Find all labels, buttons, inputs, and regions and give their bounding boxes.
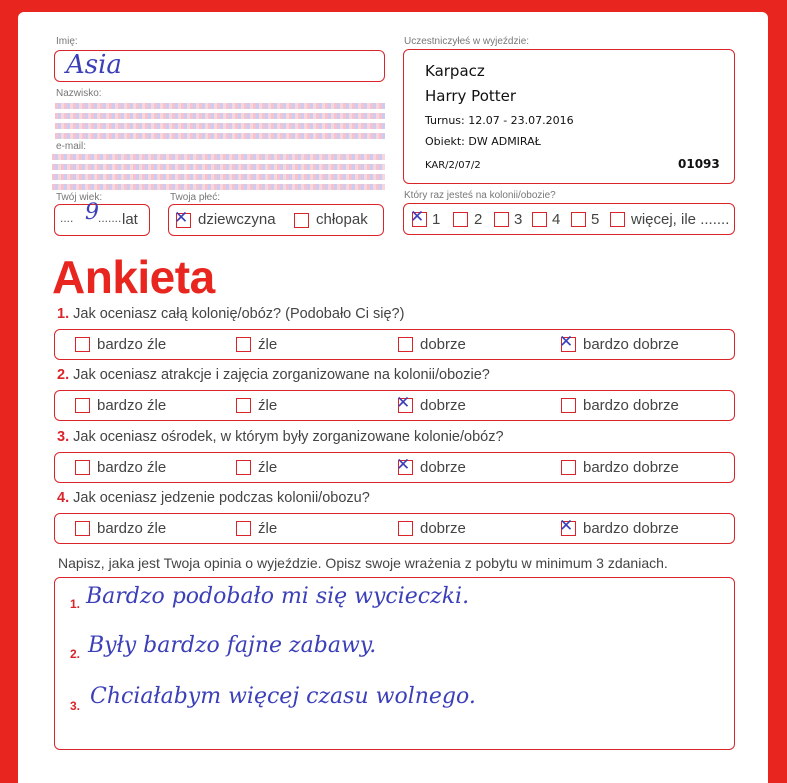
times-3-label: 3 [514, 211, 523, 228]
question-3-option-3-label: dobrze [420, 459, 466, 476]
times-more-checkbox[interactable] [610, 212, 625, 227]
opinion-line-2-number: 2. [70, 647, 81, 661]
times-4-label: 4 [552, 211, 561, 228]
times-1-label: 1 [432, 211, 441, 228]
name-label: Imię: [56, 36, 78, 47]
question-2-option-2-label: źle [258, 397, 278, 414]
times-2-checkbox[interactable] [453, 212, 468, 227]
age-label: Twój wiek: [56, 192, 103, 203]
question-4-option-3-label: dobrze [420, 520, 466, 537]
times-5-label: 5 [591, 211, 600, 228]
question-4-option-4-label: bardzo dobrze [583, 520, 679, 537]
question-3-option-2-label: źle [258, 459, 278, 476]
times-3-checkbox[interactable] [494, 212, 509, 227]
question-2-option-4-label: bardzo dobrze [583, 397, 679, 414]
surname-label: Nazwisko: [56, 88, 102, 99]
question-1-option-4-label: bardzo dobrze [583, 336, 679, 353]
trip-obiekt: Obiekt: DW ADMIRAŁ [425, 135, 541, 148]
question-2-option-3-label: dobrze [420, 397, 466, 414]
question-2-number: 2. [57, 367, 70, 383]
question-3-label: Jak oceniasz ośrodek, w którym były zorganizowane kolonie/obóz? [73, 429, 504, 445]
question-4-option-1-label: bardzo źle [97, 520, 167, 537]
question-4-text [57, 490, 370, 506]
times-2-label: 2 [474, 211, 483, 228]
question-1-label: Jak oceniasz całą kolonię/obóz? (Podobało Ci się?) [73, 306, 405, 322]
question-1-number: 1. [57, 306, 70, 322]
question-2-label: Jak oceniasz atrakcje i zajęcia zorganizowane na kolonii/obozie? [73, 367, 490, 383]
opinion-answer-1: Bardzo podobało mi się wycieczki. [86, 584, 470, 609]
trip-place: Karpacz [425, 62, 485, 80]
gender-girl-label: dziewczyna [198, 211, 276, 228]
question-2-option-2-checkbox[interactable] [236, 398, 251, 413]
question-3-option-1-checkbox[interactable] [75, 460, 90, 475]
question-4-option-2-label: źle [258, 520, 278, 537]
question-4-option-4-checkbox[interactable] [561, 521, 576, 536]
question-2-text [57, 367, 490, 383]
question-2-option-3-checkbox[interactable] [398, 398, 413, 413]
question-1-option-3-checkbox[interactable] [398, 337, 413, 352]
opinion-answer-3: Chciałabym więcej czasu wolnego. [90, 684, 476, 709]
question-1-option-4-checkbox[interactable] [561, 337, 576, 352]
question-1-text [57, 306, 404, 322]
trip-number: 01093 [678, 157, 720, 171]
age-dots-after: ....... [98, 211, 122, 225]
opinion-line-1-number: 1. [70, 597, 81, 611]
trip-code: KAR/2/07/2 [425, 160, 481, 171]
gender-girl-checkbox[interactable] [176, 213, 191, 228]
gender-boy-checkbox[interactable] [294, 213, 309, 228]
opinion-answer-2: Były bardzo fajne zabawy. [88, 633, 377, 658]
trip-label: Uczestniczyłeś w wyjeździe: [404, 36, 530, 47]
question-2-option-4-checkbox[interactable] [561, 398, 576, 413]
question-3-option-4-checkbox[interactable] [561, 460, 576, 475]
opinion-line-3-number: 3. [70, 699, 81, 713]
question-4-number: 4. [57, 490, 70, 506]
trip-turnus: Turnus: 12.07 - 23.07.2016 [425, 114, 574, 127]
times-5-checkbox[interactable] [571, 212, 586, 227]
question-1-option-2-checkbox[interactable] [236, 337, 251, 352]
question-3-option-2-checkbox[interactable] [236, 460, 251, 475]
times-more-label: więcej, ile ....... [631, 211, 730, 228]
question-3-option-4-label: bardzo dobrze [583, 459, 679, 476]
question-3-text [57, 429, 504, 445]
times-label: Który raz jesteś na kolonii/obozie? [404, 190, 556, 201]
question-1-option-1-checkbox[interactable] [75, 337, 90, 352]
question-4-option-3-checkbox[interactable] [398, 521, 413, 536]
question-1-option-2-label: źle [258, 336, 278, 353]
times-1-checkbox[interactable] [412, 212, 427, 227]
question-3-number: 3. [57, 429, 70, 445]
question-4-label: Jak oceniasz jedzenie podczas kolonii/obozu? [73, 490, 370, 506]
opinion-prompt: Napisz, jaka jest Twoja opinia o wyjeździe. Opisz swoje wrażenia z pobytu w minimum 3 zdaniach. [58, 555, 668, 571]
page-title: Ankieta [52, 251, 215, 303]
age-dots-before: .... [60, 211, 74, 225]
question-2-option-1-label: bardzo źle [97, 397, 167, 414]
question-3-option-1-label: bardzo źle [97, 459, 167, 476]
question-4-option-1-checkbox[interactable] [75, 521, 90, 536]
question-4-option-2-checkbox[interactable] [236, 521, 251, 536]
trip-theme: Harry Potter [425, 87, 517, 105]
name-handwriting: Asia [66, 50, 122, 80]
question-3-option-3-checkbox[interactable] [398, 460, 413, 475]
email-label: e-mail: [56, 141, 87, 152]
gender-label: Twoja płeć: [170, 192, 221, 203]
gender-boy-label: chłopak [316, 211, 368, 228]
question-2-option-1-checkbox[interactable] [75, 398, 90, 413]
question-1-option-3-label: dobrze [420, 336, 466, 353]
age-unit: lat [122, 211, 138, 228]
question-1-option-1-label: bardzo źle [97, 336, 167, 353]
age-handwriting: 9 [85, 200, 99, 225]
times-4-checkbox[interactable] [532, 212, 547, 227]
